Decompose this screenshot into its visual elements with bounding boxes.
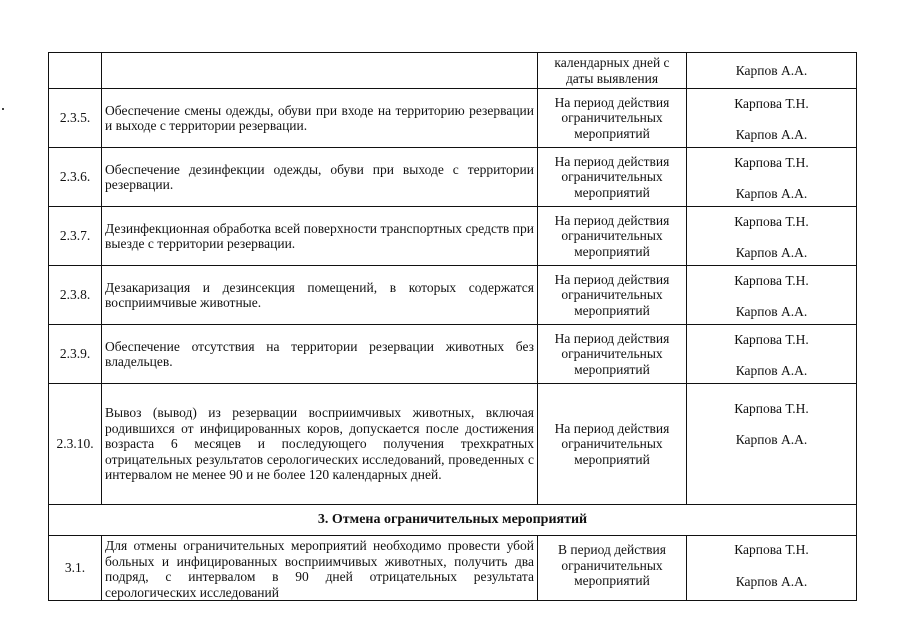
term-cell: календарных дней с даты выявления xyxy=(538,53,687,89)
item-number-cell: 2.3.7. xyxy=(49,207,102,266)
item-number-cell: 2.3.8. xyxy=(49,266,102,325)
term-cell: На период действия ограничительных мероприятий xyxy=(538,384,687,505)
table-row xyxy=(49,266,857,325)
term-cell: В период действия ограничительных мероприятий xyxy=(538,536,687,601)
responsible-person: Карпова Т.Н. xyxy=(734,95,809,111)
item-number-cell: 2.3.5. xyxy=(49,89,102,148)
term-cell: На период действия ограничительных мероприятий xyxy=(538,325,687,384)
table-row xyxy=(49,536,857,601)
item-number-cell: 3.1. xyxy=(49,536,102,601)
responsible-cell xyxy=(687,325,857,384)
term-cell: На период действия ограничительных мероприятий xyxy=(538,266,687,325)
table-row xyxy=(49,89,857,148)
measure-text-cell xyxy=(102,53,538,89)
section-heading-row xyxy=(49,505,857,536)
responsible-cell xyxy=(687,53,857,89)
measure-text-cell: Дезинфекционная обработка всей поверхности транспортных средств при выезде с территории резервации. xyxy=(102,207,538,266)
responsible-person: Карпова Т.Н. xyxy=(734,542,809,557)
responsible-cell xyxy=(687,148,857,207)
item-number-cell: 2.3.6. xyxy=(49,148,102,207)
responsible-cell xyxy=(687,207,857,266)
measure-text-cell: Обеспечение смены одежды, обуви при входе на территорию резервации и выходе с территории резервации. xyxy=(102,89,538,148)
responsible-cell xyxy=(687,536,857,601)
responsible-person: Карпов А.А. xyxy=(735,62,808,78)
responsible-person: Карпов А.А. xyxy=(735,363,808,378)
term-cell: На период действия ограничительных мероприятий xyxy=(538,148,687,207)
responsible-person: Карпова Т.Н. xyxy=(734,272,809,288)
responsible-person: Карпова Т.Н. xyxy=(734,213,809,229)
responsible-person: Карпова Т.Н. xyxy=(734,401,809,416)
table-row xyxy=(49,53,857,89)
responsible-person: Карпов А.А. xyxy=(735,573,808,589)
table-row xyxy=(49,207,857,266)
section-title: 3. Отмена ограничительных мероприятий xyxy=(49,505,857,536)
responsible-cell xyxy=(687,89,857,148)
responsible-person: Карпов А.А. xyxy=(735,186,808,201)
page-crop-edge xyxy=(0,613,905,640)
responsible-cell xyxy=(687,384,857,505)
table-row xyxy=(49,148,857,207)
measures-table xyxy=(48,52,857,601)
measure-text-cell: Обеспечение отсутствия на территории резервации животных без владельцев. xyxy=(102,325,538,384)
responsible-cell xyxy=(687,266,857,325)
measure-text-cell: Для отмены ограничительных мероприятий необходимо провести убой больных и инфицированных восприимчивых животных, получить два подряд, с интервалом в 90 дней отрицательных результата серологических исследований xyxy=(102,536,538,601)
responsible-person: Карпов А.А. xyxy=(735,127,808,142)
responsible-person: Карпов А.А. xyxy=(735,245,808,260)
responsible-person: Карпова Т.Н. xyxy=(734,154,809,170)
item-number-cell: 2.3.9. xyxy=(49,325,102,384)
measure-text-cell: Вывоз (вывод) из резервации восприимчивых животных, включая родившихся от инфицированных коров, допускается после достижения возраста 6 месяцев и последующего получения трехкратных отрицательных результатов серологических исследований, проведенных с интервалом не менее 90 и не более 120 календарных дней. xyxy=(102,384,538,505)
item-number-cell xyxy=(49,53,102,89)
item-number-cell: 2.3.10. xyxy=(49,384,102,505)
term-cell: На период действия ограничительных мероприятий xyxy=(538,207,687,266)
table-row xyxy=(49,384,857,505)
responsible-person: Карпова Т.Н. xyxy=(734,331,809,347)
responsible-person: Карпов А.А. xyxy=(735,304,808,319)
measure-text-cell: Дезакаризация и дезинсекция помещений, в которых содержатся восприимчивые животные. xyxy=(102,266,538,325)
measure-text-cell: Обеспечение дезинфекции одежды, обуви при выходе с территории резервации. xyxy=(102,148,538,207)
scan-speck xyxy=(2,108,4,110)
table-row xyxy=(49,325,857,384)
responsible-person: Карпов А.А. xyxy=(735,431,808,447)
term-cell: На период действия ограничительных мероприятий xyxy=(538,89,687,148)
